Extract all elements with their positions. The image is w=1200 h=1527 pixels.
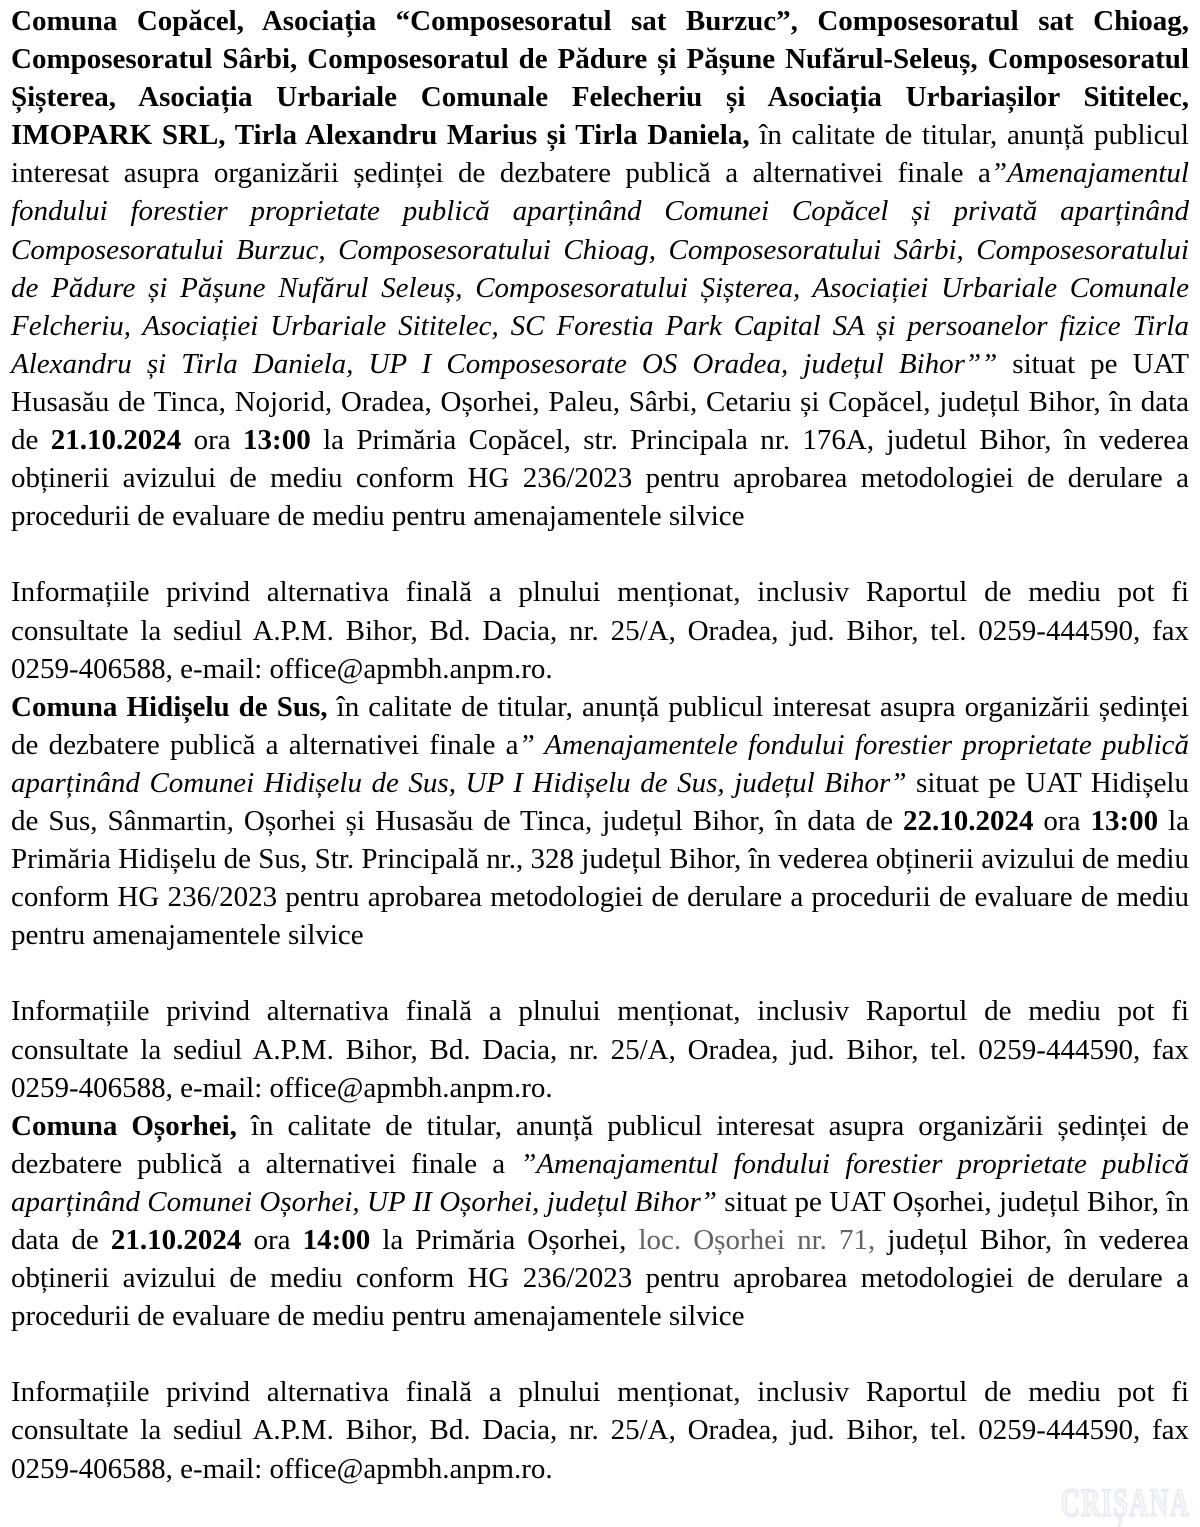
text-run-regular: situat pe UAT Oșorhei, județul Bihor, în data de xyxy=(11,1185,1189,1256)
text-run-regular: în calitate de titular, anunță publicul interesat asupra organizării ședinței de dezbatere publică a alternativei finale a xyxy=(11,119,1189,190)
text-run-bold: 14:00 xyxy=(302,1224,371,1256)
text-run-italic: ”Amenajamentul fondului forestier proprietate publică aparținând Comunei Oșorhei, UP II Oșorhei, județul Bihor” xyxy=(11,1147,1189,1218)
notice-paragraph-copacel xyxy=(11,2,1189,535)
crisana-watermark: CRIȘANA xyxy=(1060,1480,1190,1525)
notice-paragraph-hidiselu xyxy=(11,688,1189,955)
contact-info-paragraph-3 xyxy=(11,1373,1189,1487)
text-run-regular: la Primăria Oșorhei, xyxy=(370,1224,639,1256)
text-run-regular: situat pe UAT Husasău de Tinca, Nojorid, Oradea, Oșorhei, Paleu, Sârbi, Cetariu și Copăcel, județul Bihor, în data de xyxy=(11,347,1189,457)
text-run-bold: Comuna Hidișelu de Sus, xyxy=(11,690,328,723)
text-run-regular: Informațiile privind alternativa finală a plnului menționat, inclusiv Raportul de mediu pot fi consultate la sediul A.P.M. Bihor, Bd. Dacia, nr. 25/A, Oradea, jud. Bihor, tel. 0259-444590, fax 0259-406588, e-mail: office@apmbh.anpm.ro. xyxy=(11,576,1189,685)
notice-paragraph-osorhei xyxy=(11,1107,1189,1336)
text-run-bold: 21.10.2024 xyxy=(110,1224,242,1256)
text-run-gray: loc. Oșorhei nr. 71, xyxy=(638,1224,876,1256)
text-run-regular: Informațiile privind alternativa finală a plnului menționat, inclusiv Raportul de mediu pot fi consultate la sediul A.P.M. Bihor, Bd. Dacia, nr. 25/A, Oradea, jud. Bihor, tel. 0259-444590, fax 0259-406588, e-mail: office@apmbh.anpm.ro. xyxy=(11,995,1189,1104)
text-run-italic: ” Amenajamentele fondului forestier proprietate publică aparținând Comunei Hidișelu de Sus, UP I Hidișelu de Sus, județul Bihor” xyxy=(11,728,1189,799)
text-run-italic: ”Amenajamentul fondului forestier proprietate publică aparținând Comunei Copăcel și privată aparținând Composesoratului Burzuc, Composesoratului Chioag, Composesoratului Sârbi, Composesoratului de Pădure și Pășune Nufărul Seleuș, Composesoratului Șișterea, Asociației Urbariale Comunale Felcheriu, Asociației Urbariale Sititelec, SC Forestia Park Capital SA și persoanelor fizice Tirla Alexandru și Tirla Daniela, UP I Composesorate OS Oradea, județul Bihor”” xyxy=(11,157,1189,380)
text-run-bold: Comuna Copăcel, Asociația “Composesoratul sat Burzuc”, Composesoratul sat Chioag, Composesoratul Sârbi, Composesoratul de Pădure și Pășune Nufărul-Seleuș, Composesoratul Șișterea, Asociația Urbariale Comunale Felecheriu și Asociația Urbariașilor Sititelec, IMOPARK SRL, Tirla Alexandru Marius și Tirla Daniela, xyxy=(11,5,1189,152)
text-run-bold: 13:00 xyxy=(243,424,311,457)
text-run-regular: în calitate de titular, anunță publicul interesat asupra organizării ședinței de dezbatere publică a alternativei finale a xyxy=(11,690,1189,761)
text-run-regular: situat pe UAT Hidișelu de Sus, Sânmartin, Oșorhei și Husasău de Tinca, județul Bihor, în data de xyxy=(11,766,1189,837)
text-run-regular: ora xyxy=(181,424,244,457)
text-run-regular: la Primăria Copăcel, str. Principala nr. 176A, judetul Bihor, în vederea obținerii avizului de mediu conform HG 236/2023 pentru aprobarea metodologiei de derulare a procedurii de evaluare de mediu pentru amenajamentele silvice xyxy=(11,424,1189,533)
contact-info-paragraph-2 xyxy=(11,992,1189,1106)
text-run-bold: Comuna Oșorhei, xyxy=(11,1109,237,1142)
text-run-bold: 13:00 xyxy=(1090,804,1159,837)
text-run-regular: județul Bihor, în vederea obținerii avizului de mediu conform HG 236/2023 pentru aprobarea metodologiei de derulare a procedurii de evaluare de mediu pentru amenajamentele silvice xyxy=(11,1224,1190,1333)
text-run-regular: la Primăria Hidișelu de Sus, Str. Principală nr., 328 județul Bihor, în vederea obținerii avizului de mediu conform HG 236/2023 pentru aprobarea metodologiei de derulare a procedurii de evaluare de mediu pentru amenajamentele silvice xyxy=(11,804,1190,952)
text-run-bold: 22.10.2024 xyxy=(902,804,1034,837)
text-run-regular: Informațiile privind alternativa finală a plnului menționat, inclusiv Raportul de mediu pot fi consultate la sediul A.P.M. Bihor, Bd. Dacia, nr. 25/A, Oradea, jud. Bihor, tel. 0259-444590, fax 0259-406588, e-mail: office@apmbh.anpm.ro. xyxy=(11,1376,1189,1485)
text-run-regular: ora xyxy=(1033,804,1091,837)
contact-info-paragraph-1 xyxy=(11,573,1189,687)
text-run-regular: în calitate de titular, anunță publicul interesat asupra organizării ședinței de dezbatere publică a alternativei finale a xyxy=(11,1109,1189,1180)
text-run-regular: ora xyxy=(241,1224,303,1256)
text-run-bold: 21.10.2024 xyxy=(50,424,182,457)
